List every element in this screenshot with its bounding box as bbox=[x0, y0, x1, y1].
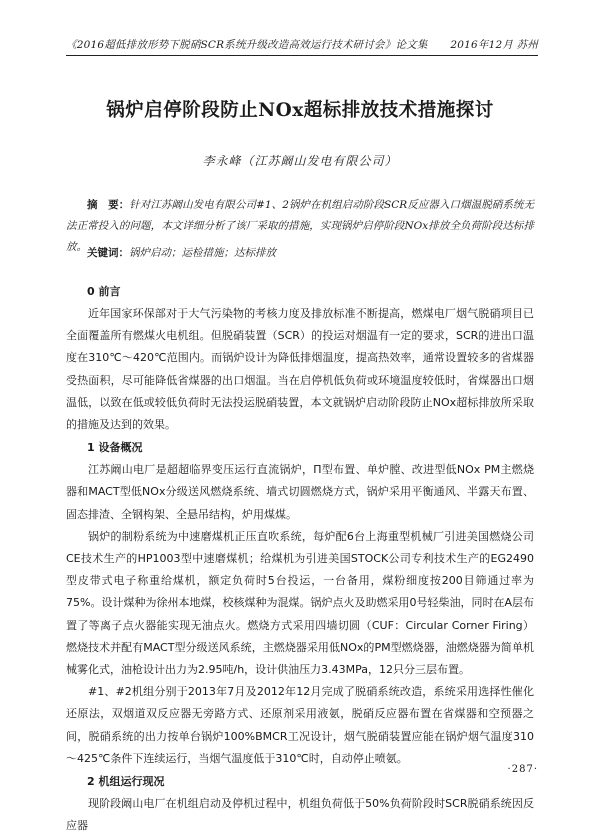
header-rule bbox=[66, 55, 538, 56]
paper-title: 锅炉启停阶段防止NOx超标排放技术措施探讨 bbox=[106, 100, 494, 121]
paragraph: 江苏阚山电厂是超超临界变压运行直流锅炉，Π型布置、单炉膛、改进型低NOx PM主燃烧器和MACT型低NOx分级送风燃烧系统、墙式切圆燃烧方式，锅炉采用平衡通风、半露天布置、固态排渣、全钢构架、全悬吊结构，炉用煤煤。 bbox=[66, 463, 534, 521]
section-heading-equipment: 1 设备概况 bbox=[87, 441, 143, 455]
section-heading-preface: 0 前言 bbox=[87, 285, 121, 298]
paragraph: 现阶段阚山电厂在机组启动及停机过程中，机组负荷低于50%负荷阶段时SCR脱硝系统因反应器 bbox=[66, 797, 534, 833]
keywords bbox=[66, 243, 534, 264]
abstract-label: 摘 要： bbox=[87, 199, 130, 211]
section-heading-operation: 2 机组运行现况 bbox=[87, 775, 165, 789]
running-header bbox=[66, 36, 538, 52]
paragraph: 近年国家环保部对于大气污染物的考核力度及排放标准不断提高，燃煤电厂烟气脱硝项目已全面覆盖所有燃煤火电机组。但脱硝装置（SCR）的投运对烟温有一定的要求，SCR的进出口温度在310℃～420℃范围内。而锅炉设计为降低排烟温度，提高热效率，通常设置较多的省煤器受热面积，尽可能降低省煤器的出口烟温。当在启停机低负荷或环境温度较低时，省煤器出口烟温低，以致在低或较低负荷时无法投运脱硝装置，本文就锅炉启动阶段防止NOx超标排放所采取的措施及达到的效果。 bbox=[66, 307, 534, 432]
author-line: 李永峰（江苏阚山发电有限公司） bbox=[202, 154, 398, 168]
body-text bbox=[66, 280, 534, 837]
paragraph: #1、#2机组分别于2013年7月及2012年12月完成了脱硝系统改造，系统采用选择性催化还原法，双烟道双反应器无旁路方式、还原剂采用液氨，脱硝反应器布置在省煤器和空预器之间，脱硝系统的出力按单台锅炉100%BMCR工况设计，烟气脱硝装置应能在锅炉烟气温度310～425℃条件下连续运行，当烟气温度低于310℃时，自动停止喷氨。 bbox=[66, 685, 534, 765]
paragraph: 锅炉的制粉系统为中速磨煤机正压直吹系统，每炉配6台上海重型机械厂引进美国燃烧公司CE技术生产的HP1003型中速磨煤机；给煤机为引进美国STOCK公司专利技术生产的EG2490型皮带式电子称重给煤机，额定负荷时5台投运，一台备用，煤粉细度按200目筛通过率为75%。设计煤种为徐州本地煤，校核煤种为混煤。锅炉点火及助燃采用0号轻柴油，同时在A层布置了等离子点火器能实现无油点火。燃烧方式采用四墙切圆（CUF：Circular Corner Firing）燃烧技术并配有MACT型分级送风系统，主燃烧器采用低NOx的PM型燃烧器，油燃烧器为简单机械雾化式，油枪设计出力为2.95吨/h，设计供油压力3.43MPa，12只分三层布置。 bbox=[66, 529, 534, 677]
header-date-location: 2016年12月 苏州 bbox=[450, 39, 538, 51]
keywords-text: 锅炉启动；运检措施；达标排放 bbox=[129, 247, 276, 259]
abstract-text: 针对江苏阚山发电有限公司#1、2锅炉在机组启动阶段SCR反应器入口烟温脱硝系统无法正常投入的问题，本文详细分析了该厂采取的措施，实现锅炉启停阶段NOx排放全负荷阶段达标排放。 bbox=[66, 199, 535, 253]
keywords-label: 关键词： bbox=[87, 247, 129, 259]
page-number: ·287· bbox=[507, 764, 538, 775]
header-proceedings-title: 《2016超低排放形势下脱硝SCR系统升级改造高效运行技术研讨会》论文集 bbox=[66, 39, 428, 51]
